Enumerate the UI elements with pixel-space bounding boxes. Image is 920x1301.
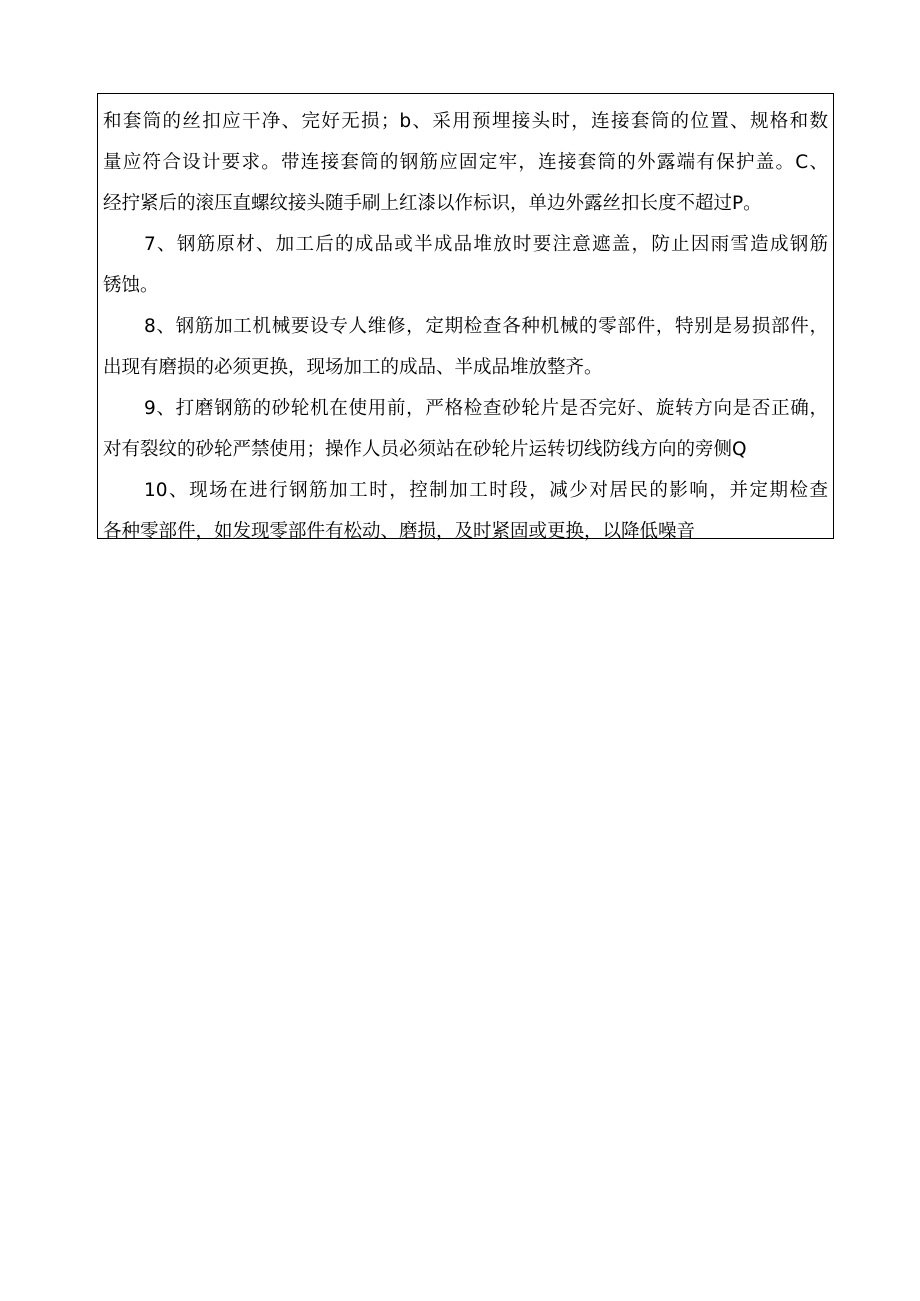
text-line: 各种零部件，如发现零部件有松动、磨损，及时紧固或更换，以降低噪音 bbox=[103, 521, 696, 542]
paragraph-10-line: 10、现场在进行钢筋加工时，控制加工时段，减少对居民的影响，并定期检查 bbox=[144, 480, 828, 501]
paragraph-8-line: 8、钢筋加工机械要设专人维修，定期检查各种机械的零部件，特别是易损部件， bbox=[144, 316, 828, 337]
text-line: 和套筒的丝扣应干净、完好无损；b、采用预埋接头时，连接套筒的位置、规格和数 bbox=[103, 111, 828, 132]
text-line: 锈蚀。 bbox=[103, 275, 159, 296]
text-line: 出现有磨损的必须更换，现场加工的成品、半成品堆放整齐。 bbox=[103, 357, 603, 378]
text-frame bbox=[97, 93, 834, 542]
text-line: 量应符合设计要求。带连接套筒的钢筋应固定牢，连接套筒的外露端有保护盖。C、 bbox=[103, 152, 828, 173]
paragraph-7-line: 7、钢筋原材、加工后的成品或半成品堆放时要注意遮盖，防止因雨雪造成钢筋 bbox=[144, 234, 828, 255]
text-line: 对有裂纹的砂轮严禁使用；操作人员必须站在砂轮片运转切线防线方向的旁侧Q bbox=[103, 439, 747, 460]
text-line: 经拧紧后的滚压直螺纹接头随手刷上红漆以作标识，单边外露丝扣长度不超过P。 bbox=[103, 193, 762, 214]
paragraph-9-line: 9、打磨钢筋的砂轮机在使用前，严格检查砂轮片是否完好、旋转方向是否正确， bbox=[144, 398, 828, 419]
